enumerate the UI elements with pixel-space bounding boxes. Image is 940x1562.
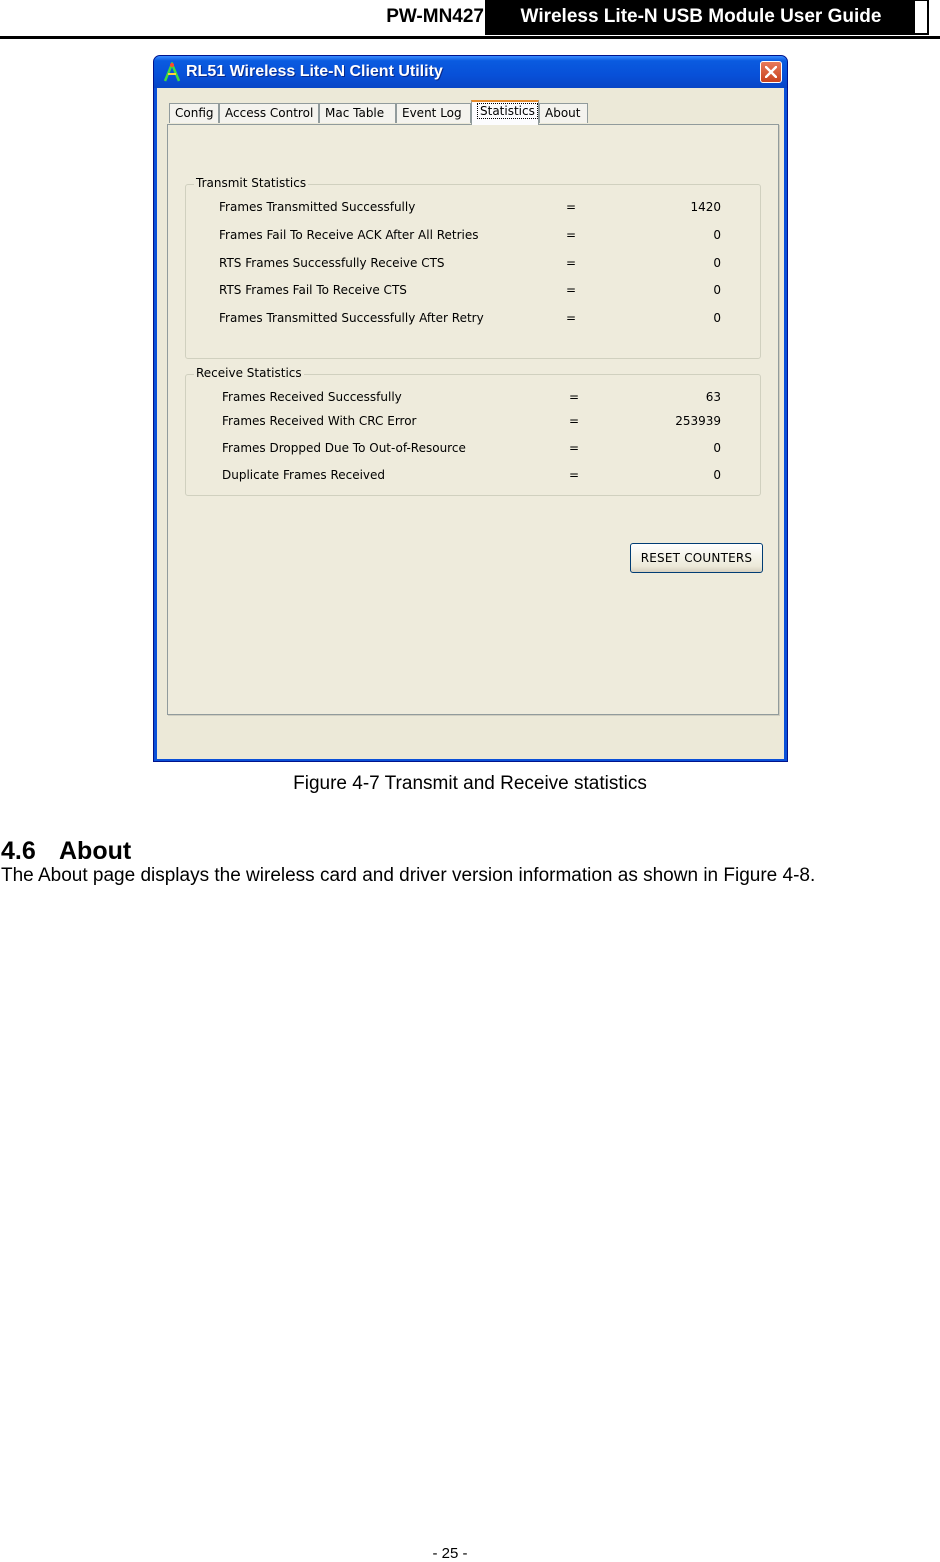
section-title: About: [59, 837, 132, 865]
stat-equals: =: [569, 468, 580, 482]
tab-event-log[interactable]: Event Log: [396, 103, 471, 123]
receive-statistics-label: Receive Statistics: [196, 366, 302, 380]
stat-row: [186, 311, 762, 329]
stat-row: [186, 200, 762, 218]
statistics-panel: [167, 124, 779, 715]
tab-statistics[interactable]: Statistics: [471, 100, 539, 125]
guide-title: Wireless Lite-N USB Module User Guide: [487, 1, 927, 33]
section-heading: [1, 837, 131, 866]
stat-row: [186, 414, 762, 432]
section-number: 4.6: [1, 837, 36, 865]
stat-label: RTS Frames Fail To Receive CTS: [219, 283, 407, 297]
client-utility-window: [153, 55, 788, 762]
reset-counters-button[interactable]: RESET COUNTERS: [630, 543, 763, 573]
stat-label: Frames Transmitted Successfully After Retry: [219, 311, 484, 325]
window-title: RL51 Wireless Lite-N Client Utility: [186, 63, 443, 80]
header-rule: [0, 36, 940, 39]
stat-label: RTS Frames Successfully Receive CTS: [219, 256, 445, 270]
page-number: - 25 -: [432, 1545, 468, 1562]
stat-equals: =: [566, 256, 577, 270]
stat-row: [186, 283, 762, 301]
body-paragraph: The About page displays the wireless card and driver version information as shown in Figure 4-8.: [1, 865, 816, 886]
stat-equals: =: [566, 311, 577, 325]
stat-value: 0: [713, 256, 721, 270]
stat-label: Frames Dropped Due To Out-of-Resource: [222, 441, 466, 455]
stat-value: 253939: [675, 414, 721, 428]
stat-equals: =: [569, 414, 580, 428]
stat-label: Frames Received With CRC Error: [222, 414, 417, 428]
model-name: PW-MN427: [386, 6, 484, 27]
title-bar[interactable]: [154, 56, 787, 88]
transmit-statistics-group: [185, 176, 761, 359]
stat-row: [186, 441, 762, 459]
stat-label: Frames Received Successfully: [222, 390, 402, 404]
stat-label: Frames Transmitted Successfully: [219, 200, 416, 214]
stat-value: 0: [713, 441, 721, 455]
tab-mac-table[interactable]: Mac Table: [319, 103, 396, 123]
tab-access-control[interactable]: Access Control: [219, 103, 319, 123]
receive-statistics-group: [185, 366, 761, 496]
stat-label: Duplicate Frames Received: [222, 468, 386, 482]
stat-row: [186, 390, 762, 408]
stat-row: [186, 468, 762, 486]
stat-equals: =: [566, 283, 577, 297]
stat-equals: =: [569, 390, 580, 404]
window-client-area: [157, 88, 784, 759]
stat-row: [186, 228, 762, 246]
tab-config[interactable]: Config: [169, 103, 219, 123]
stat-value: 0: [713, 228, 721, 242]
stat-value: 0: [713, 283, 721, 297]
stat-value: 0: [713, 468, 721, 482]
stat-row: [186, 256, 762, 274]
stat-equals: =: [569, 441, 580, 455]
transmit-statistics-label: Transmit Statistics: [196, 176, 307, 190]
stat-value: 1420: [690, 200, 721, 214]
close-icon: [765, 66, 777, 78]
stat-equals: =: [566, 228, 577, 242]
tab-about[interactable]: About: [539, 103, 588, 123]
stat-value: 0: [713, 311, 721, 325]
stat-equals: =: [566, 200, 577, 214]
stat-label: Frames Fail To Receive ACK After All Retries: [219, 228, 479, 242]
document-header: [0, 0, 940, 40]
figure-caption: Figure 4-7 Transmit and Receive statistics: [293, 773, 647, 794]
stat-value: 63: [705, 390, 721, 404]
close-button[interactable]: [760, 61, 782, 83]
antenna-icon: [163, 62, 181, 82]
